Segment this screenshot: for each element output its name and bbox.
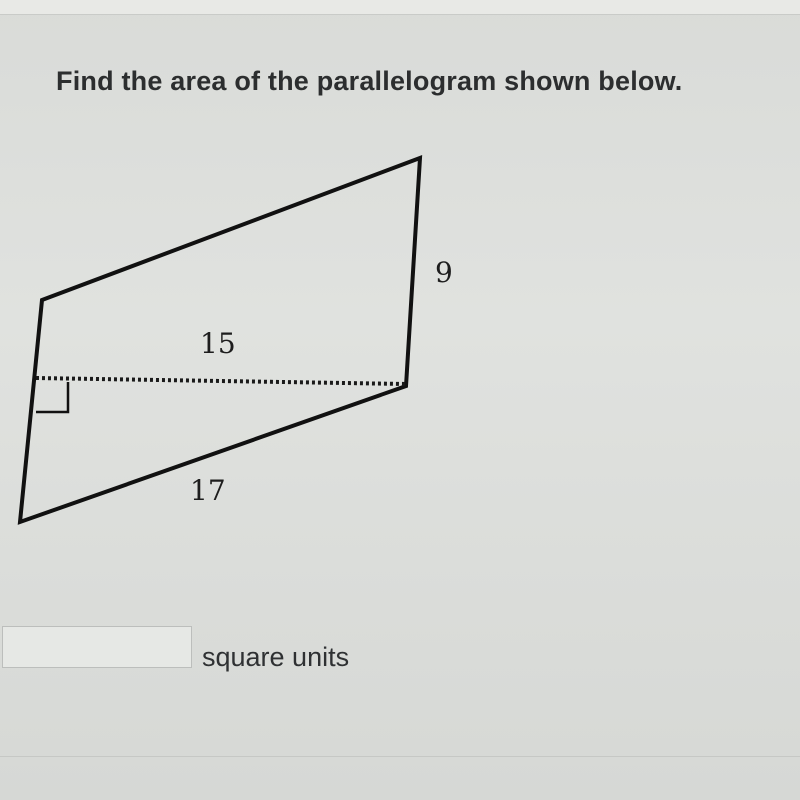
height-label: 15 bbox=[200, 327, 236, 360]
height-line bbox=[36, 378, 406, 384]
divider bbox=[0, 756, 800, 757]
base-label: 17 bbox=[190, 474, 226, 507]
units-label: square units bbox=[202, 642, 350, 672]
right-angle-marker bbox=[36, 382, 68, 412]
side-label: 9 bbox=[435, 256, 453, 289]
question-prompt: Find the area of the parallelogram shown below. bbox=[56, 66, 683, 96]
answer-input[interactable] bbox=[2, 626, 192, 668]
